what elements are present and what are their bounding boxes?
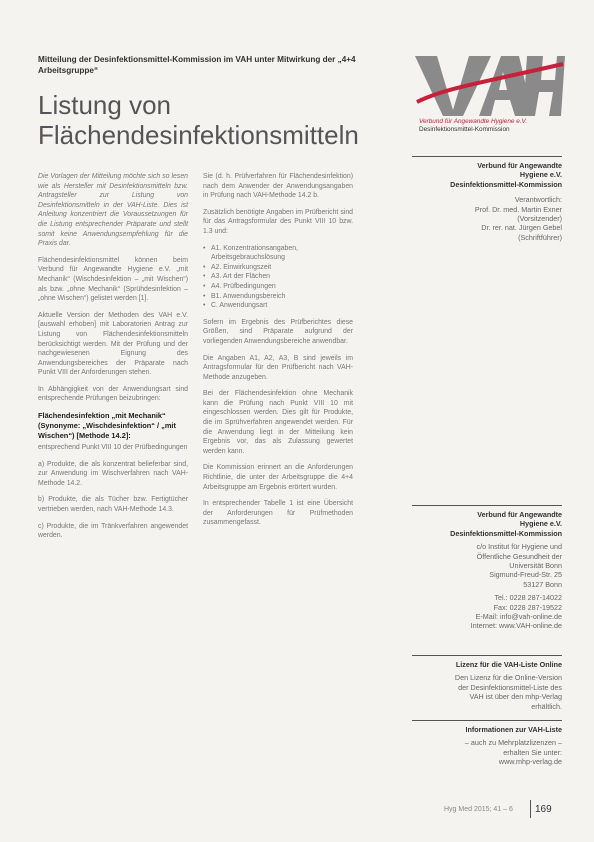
divider	[412, 156, 562, 157]
address-line: Öffentliche Gesundheit der	[476, 551, 562, 561]
list-item: b) Produkte, die als Tücher bzw. Fertigtücher vertrieben werden, nach VAH-Methode 14.3.	[38, 496, 188, 514]
paragraph: Sofern im Ergebnis des Prüfberichtes diese Größen, sind Präparate aufgrund der vorliegenden Anwendungsbereiche anwendbar.	[203, 318, 353, 345]
info-link[interactable]: www.mhp-verlag.de	[498, 757, 562, 767]
commission-block	[412, 161, 562, 242]
license-text: der Desinfektionsmittel-Liste des	[458, 682, 562, 692]
paragraph: Die Kommission erinnert an die Anforderungen Richtlinie, die unter der Arbeitsgruppe die 4+4 Arbeitsgruppe am Ergebnis erörtert wurden.	[203, 464, 353, 491]
page-number: 169	[535, 804, 552, 815]
vah-logo	[415, 52, 565, 142]
vah-logo-mark	[415, 52, 565, 118]
paragraph: Sie (d. h. Prüfverfahren für Flächendesinfektion) nach dem Anwender der Anwendungsangaben in Prüfung nach VAH-Methode 14.2 b.	[203, 173, 353, 200]
requirements-list	[203, 244, 353, 311]
section-heading: Flächendesinfektion „mit Mechanik“ (Synonyme: „Wischdesinfektion“ / „mit Wischen“) [Methode 14.2]:	[38, 411, 176, 441]
kicker: Mitteilung der Desinfektionsmittel-Kommission im VAH unter Mitwirkung der „4+4 Arbeitsgruppe“	[38, 55, 356, 75]
org-name: Verbund für Angewandte	[477, 510, 562, 519]
paragraph: In Abhängigkeit von der Anwendungsart sind entsprechende Prüfungen beizubringen:	[38, 385, 188, 403]
info-text: erhalten Sie unter:	[503, 747, 562, 757]
responsible-label: Verantwortlich:	[514, 195, 562, 205]
body-column-2	[203, 172, 353, 535]
footer-divider	[530, 800, 531, 818]
list-item: • B1. Anwendungsbereich	[203, 292, 353, 302]
license-text: VAH ist über den mhp-Verlag	[469, 692, 562, 702]
paragraph: Die Angaben A1, A2, A3, B sind jeweils im Antragsformular für den Prüfbericht nach VAH-Methode anzugeben.	[203, 354, 353, 381]
paragraph: Zusätzlich benötigte Angaben im Prüfbericht sind für das Antragsformular des Punkt VIII 10 bzw. 1.3 und:	[203, 208, 353, 235]
license-title: Lizenz für die VAH-Liste Online	[455, 660, 562, 669]
license-text: erhältlich.	[531, 701, 562, 711]
phone-number: Tel.: 0228 287-14022	[494, 593, 562, 603]
org-name: Hygiene e.V.	[519, 170, 562, 180]
org-name: Hygiene e.V.	[519, 519, 562, 529]
paragraph: In entsprechender Tabelle 1 ist eine Übersicht der Anforderungen für Prüfmethoden zusammengefasst.	[203, 500, 353, 527]
license-block	[412, 660, 562, 711]
title-line-1: Listung von	[38, 90, 171, 120]
list-item: • A2. Einwirkungszeit	[203, 263, 353, 273]
person-name: Dr. rer. nat. Jürgen Gebel	[481, 223, 562, 233]
body-column-1	[38, 172, 188, 548]
person-role: (Schriftführer)	[518, 232, 562, 242]
divider	[412, 720, 562, 721]
paragraph: entsprechend Punkt VIII 10 der Prüfbedingungen	[38, 444, 188, 452]
org-name: Desinfektionsmittel-Kommission	[450, 528, 562, 538]
info-title: Informationen zur VAH-Liste	[465, 725, 562, 734]
website-link[interactable]: Internet: www.VAH-online.de	[470, 621, 562, 631]
list-item: a) Produkte, die als konzentrat belieferbar sind, zur Anwendung im Wischverfahren nach VAH-Methode 14.2.	[38, 460, 188, 487]
intro-paragraph: Die Vorlagen der Mitteilung möchte sich so lesen wie als Hersteller mit Desinfektionsmitteln bzw. Antragsteller zur Listung von Desinfektionsmitteln in der VAH-Liste. Dies ist Anleitung konzentriert die Voraussetzungen für die Listung entsprechender Präparate und stellt somit keine Anwendungsempfehlung für die Praxis dar.	[38, 173, 188, 248]
paragraph: Flächendesinfektionsmittel können beim Verbund für Angewandte Hygiene e.V. „mit Mechanik“ (Wischdesinfektion – „mit Wischen“) als bzw. „ohne Mechanik“ (Sprühdesinfektion – „ohne Wischen“) gelistet werden [1].	[38, 256, 188, 303]
info-text: – auch zu Mehrplatzlizenzen –	[464, 738, 562, 748]
list-item: • A3. Art der Flächen	[203, 272, 353, 282]
person-name: Prof. Dr. med. Martin Exner	[474, 204, 562, 214]
org-name: Desinfektionsmittel-Kommission	[450, 179, 562, 189]
logo-subtitle-commission: Desinfektionsmittel-Kommission	[419, 126, 510, 133]
fax-number: Fax: 0228 287-19522	[493, 602, 562, 612]
list-item: c) Produkte, die im Tränkverfahren angewendet werden.	[38, 522, 188, 540]
divider	[412, 655, 562, 656]
address-line: 53127 Bonn	[523, 579, 562, 589]
person-role: (Vorsitzender)	[517, 214, 562, 224]
journal-reference: Hyg Med 2015; 41 – 6	[444, 806, 513, 813]
email-link[interactable]: E-Mail: info@vah-online.de	[475, 612, 562, 622]
logo-subtitle-org: Verbund für Angewandte Hygiene e.V.	[419, 118, 528, 125]
title-line-2: Flächendesinfektionsmitteln	[38, 120, 359, 150]
address-line: c/o Institut für Hygiene und	[476, 542, 562, 552]
list-item: • C. Anwendungsart	[203, 301, 353, 311]
license-text: Den Lizenz für die Online-Version	[454, 673, 562, 683]
contact-block	[412, 510, 562, 631]
list-item: • A4. Prüfbedingungen	[203, 282, 353, 292]
divider	[412, 505, 562, 506]
info-block	[412, 725, 562, 767]
page-title	[38, 90, 398, 150]
address-line: Universität Bonn	[509, 561, 562, 571]
paragraph: Aktuelle Version der Methoden des VAH e.V. [auswahl erhoben] mit Laboratorien Antrag zur Listung von Flächendesinfektionsmitteln berücksichtigt werden. Mit der Prüfung und der nachgewiesenen Eignung des Anwendungsbereiches der Präparate nach Punkt VIII der Anforderungen stehen.	[38, 311, 188, 377]
address-line: Sigmund-Freud-Str. 25	[489, 570, 562, 580]
paragraph: Bei der Flächendesinfektion ohne Mechanik kann die Prüfung nach Punkt VIII 10 mit eingeschlossen werden. Dies gilt für Produkte, die im Sprühverfahren angewendet werden. Für die Anwendung liegt in der Mitteilung kein Ergebnis vor, das als Zulassung gewertet werden kann.	[203, 390, 353, 455]
org-name: Verbund für Angewandte	[477, 161, 562, 170]
list-item: • A1. Konzentrationsangaben, Arbeitsgebrauchslösung	[203, 244, 353, 263]
